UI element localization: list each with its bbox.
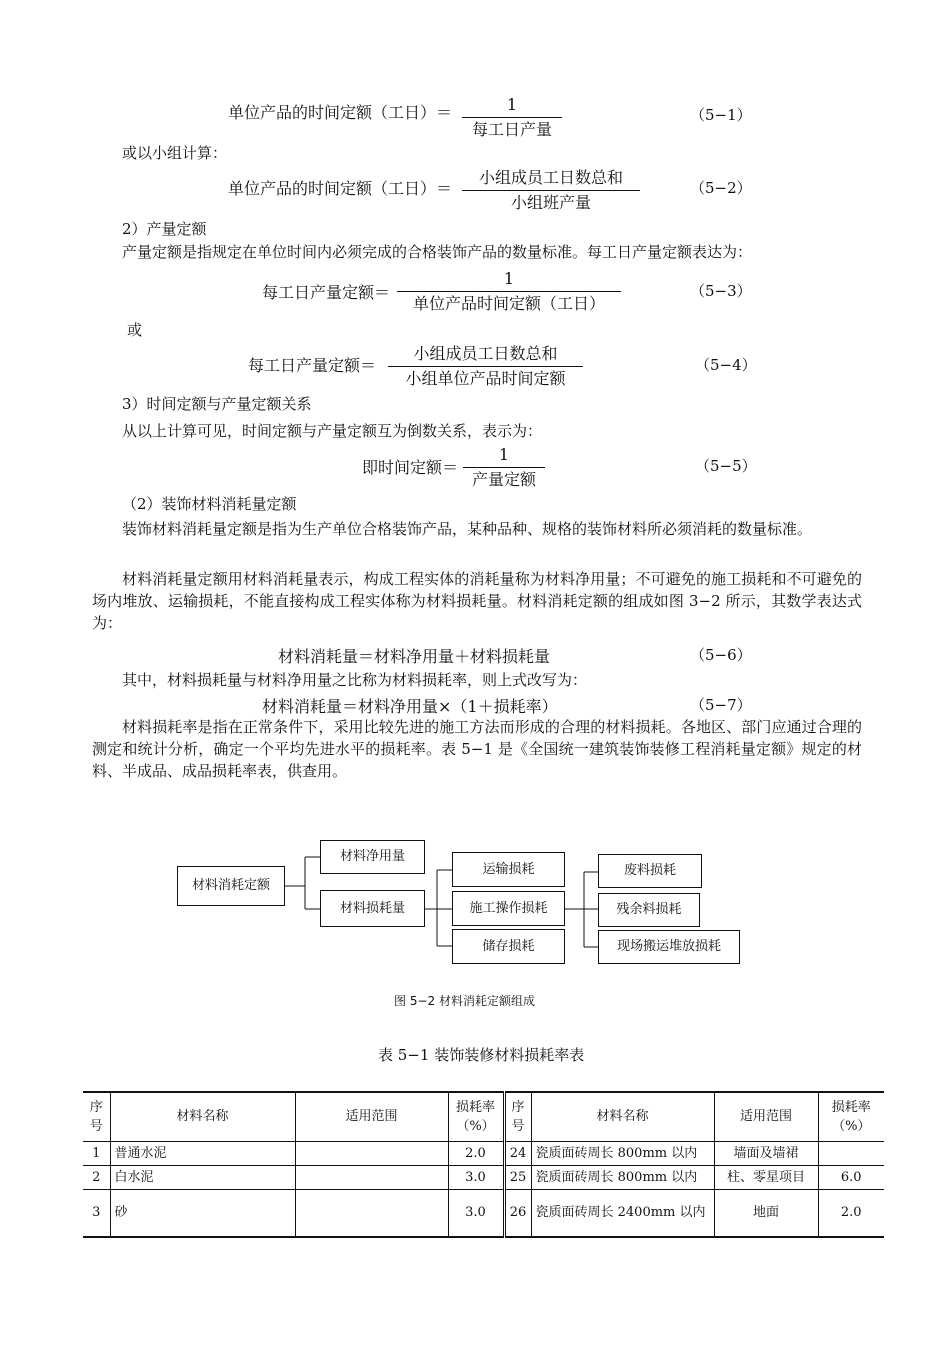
heading-relation: 3）时间定额与产量定额关系 — [122, 395, 312, 413]
diagram-node-storage: 储存损耗 — [452, 929, 565, 964]
eq5-left: 即时间定额＝ — [362, 458, 459, 477]
eq5-denominator: 产量定额 — [471, 470, 536, 489]
diagram-node-root: 材料消耗定额 — [177, 866, 285, 906]
cell-name: 普通水泥 — [110, 1141, 295, 1165]
header-name-2: 材料名称 — [531, 1092, 714, 1141]
diagram-node-net-usage: 材料净用量 — [320, 840, 425, 874]
eq2-denominator: 小组班产量 — [510, 193, 591, 212]
cell-name-2: 瓷质面砖周长 2400mm 以内 — [531, 1189, 714, 1237]
table-row — [83, 1165, 884, 1189]
loss-rate-table — [83, 1091, 884, 1238]
header-rate: 损耗率（%） — [448, 1092, 504, 1141]
eq3-denominator: 单位产品时间定额（工日） — [412, 294, 605, 313]
eq6-text: 材料消耗量＝材料净用量＋材料损耗量 — [278, 647, 551, 666]
cell-no: 2 — [83, 1165, 110, 1189]
eq1-number: （5−1） — [690, 106, 752, 124]
cell-name-2: 瓷质面砖周长 800mm 以内 — [531, 1141, 714, 1165]
cell-no: 1 — [83, 1141, 110, 1165]
eq1-denominator: 每工日产量 — [471, 120, 552, 139]
cell-no-2: 25 — [504, 1165, 531, 1189]
or-line: 或 — [127, 321, 143, 339]
eq2-numerator: 小组成员工日数总和 — [462, 167, 640, 191]
eq4-left: 每工日产量定额＝ — [248, 356, 377, 375]
header-no: 序号 — [83, 1092, 110, 1141]
diagram-node-transport: 运输损耗 — [452, 852, 565, 887]
paragraph-output-quota: 产量定额是指规定在单位时间内必须完成的合格装饰产品的数量标准。每工日产量定额表达为： — [122, 243, 753, 261]
header-no-2: 序号 — [504, 1092, 531, 1141]
diagram-node-residual: 残余料损耗 — [598, 893, 700, 927]
eq2-number: （5−2） — [690, 179, 752, 197]
diagram-node-waste: 废料损耗 — [598, 854, 702, 888]
eq5-number: （5−5） — [695, 457, 757, 475]
cell-no-2: 26 — [504, 1189, 531, 1237]
cell-scope-2: 墙面及墙裙 — [714, 1141, 818, 1165]
eq4-number: （5−4） — [695, 356, 757, 374]
heading-material-quota: （2）装饰材料消耗量定额 — [122, 495, 297, 513]
cell-name-2: 瓷质面砖周长 800mm 以内 — [531, 1165, 714, 1189]
table-header-row — [83, 1092, 884, 1141]
cell-rate-2 — [818, 1141, 884, 1165]
cell-scope — [295, 1165, 448, 1189]
cell-rate: 3.0 — [448, 1165, 504, 1189]
cell-rate: 3.0 — [448, 1189, 504, 1237]
cell-scope-2: 地面 — [714, 1189, 818, 1237]
eq3-number: （5−3） — [690, 282, 752, 300]
paragraph-relation: 从以上计算可见，时间定额与产量定额互为倒数关系，表示为： — [122, 422, 543, 440]
table-row — [83, 1189, 884, 1237]
cell-name: 白水泥 — [110, 1165, 295, 1189]
header-scope: 适用范围 — [295, 1092, 448, 1141]
paragraph-material-4: 材料损耗率是指在正常条件下，采用比较先进的施工方法而形成的合理的材料损耗。各地区、部门应通过合理的测定和统计分析，确定一个平均先进水平的损耗率。表 5−1 是《全国统一建筑装饰装修工程消耗量定额》规定的材料、半成品、成品损耗率表，供查用。 — [92, 718, 862, 780]
eq4-denominator: 小组单位产品时间定额 — [405, 369, 566, 388]
diagram-node-onsite: 现场搬运堆放损耗 — [598, 930, 740, 964]
cell-rate-2: 6.0 — [818, 1165, 884, 1189]
eq4-numerator: 小组成员工日数总和 — [388, 343, 583, 367]
cell-scope — [295, 1189, 448, 1237]
cell-scope-2: 柱、零星项目 — [714, 1165, 818, 1189]
table-row — [83, 1141, 884, 1165]
cell-rate-2: 2.0 — [818, 1189, 884, 1237]
eq7-text: 材料消耗量＝材料净用量×（1＋损耗率） — [262, 697, 558, 716]
cell-no: 3 — [83, 1189, 110, 1237]
cell-scope — [295, 1141, 448, 1165]
header-rate-2: 损耗率（%） — [818, 1092, 884, 1141]
or-group-line: 或以小组计算： — [122, 144, 228, 162]
eq3-left: 每工日产量定额＝ — [262, 283, 391, 302]
eq7-number: （5−7） — [690, 696, 752, 714]
cell-rate: 2.0 — [448, 1141, 504, 1165]
eq1-numerator: 1 — [462, 94, 562, 118]
figure-caption: 图 5−2 材料消耗定额组成 — [394, 994, 535, 1008]
header-name: 材料名称 — [110, 1092, 295, 1141]
eq6-number: （5−6） — [690, 646, 752, 664]
diagram-node-construction: 施工操作损耗 — [452, 891, 565, 926]
table-title: 表 5−1 装饰装修材料损耗率表 — [378, 1046, 585, 1064]
paragraph-material-1: 装饰材料消耗量定额是指为生产单位合格装饰产品，某种品种、规格的装饰材料所必须消耗的数量标准。 — [122, 520, 813, 538]
header-scope-2: 适用范围 — [714, 1092, 818, 1141]
diagram-node-loss: 材料损耗量 — [320, 890, 425, 927]
cell-no-2: 24 — [504, 1141, 531, 1165]
eq3-numerator: 1 — [397, 268, 621, 292]
paragraph-material-3: 其中，材料损耗量与材料净用量之比称为材料损耗率，则上式改写为： — [122, 671, 588, 689]
cell-name: 砂 — [110, 1189, 295, 1237]
heading-output-quota: 2）产量定额 — [122, 220, 207, 238]
eq2-left: 单位产品的时间定额（工日）＝ — [228, 179, 453, 198]
eq1-left: 单位产品的时间定额（工日）＝ — [228, 103, 453, 122]
eq5-numerator: 1 — [463, 444, 545, 468]
paragraph-material-2: 材料消耗量定额用材料消耗量表示，构成工程实体的消耗量称为材料净用量；不可避免的施工损耗和不可避免的场内堆放、运输损耗，不能直接构成工程实体称为材料损耗量。材料消耗定额的组成如图 3−2 所示，其数学表达式为： — [92, 570, 862, 632]
